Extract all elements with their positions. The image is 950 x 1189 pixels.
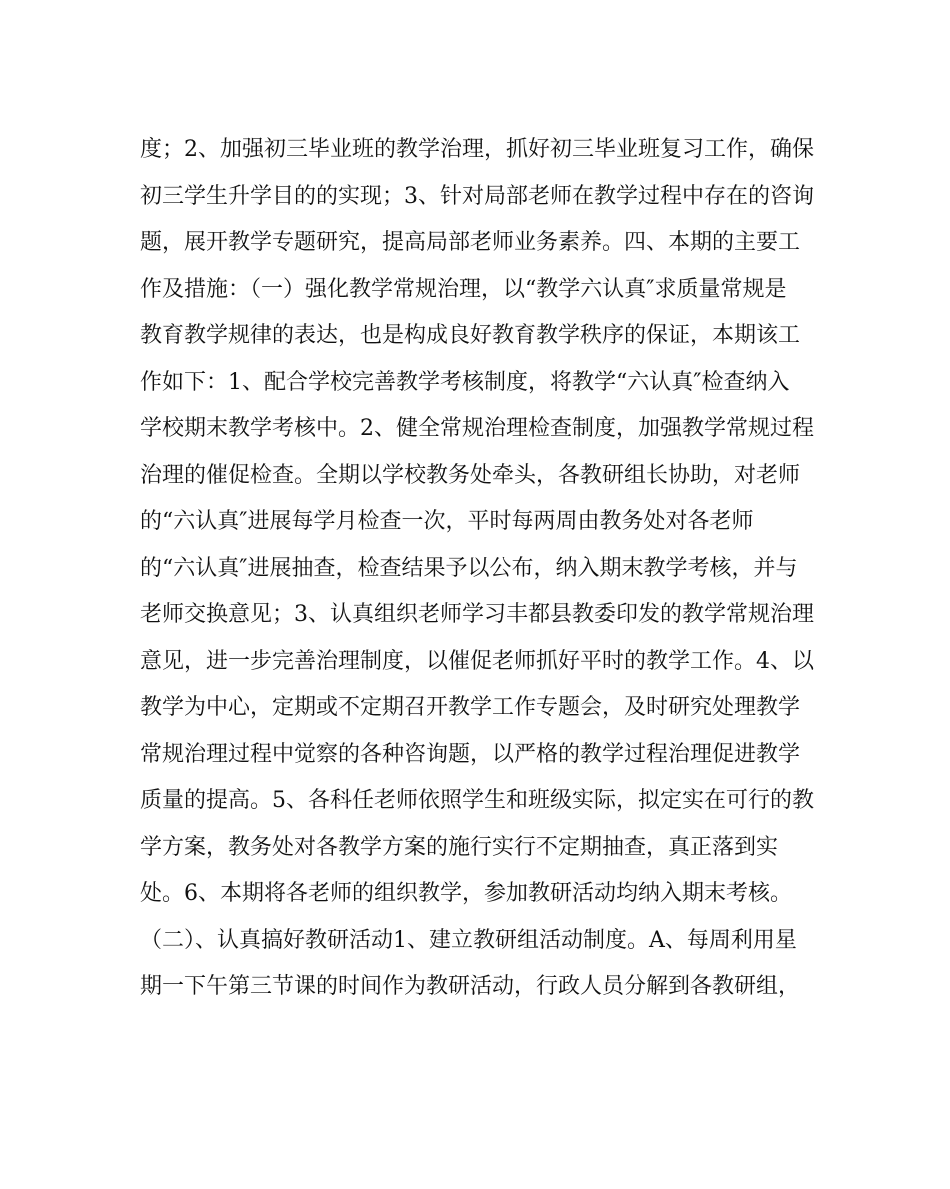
text-line: 作如下：1、配合学校完善教学考核制度，将教学“六认真″检查纳入 bbox=[140, 369, 790, 395]
text-line: 常规治理过程中觉察的各种咨询题，以严格的教学过程治理促进教学 bbox=[140, 741, 801, 767]
text-line: 质量的提高。5、各科任老师依照学生和班级实际，拟定实在可行的教 bbox=[140, 788, 814, 813]
text-line: 作及措施：（一）强化教学常规治理，以“教学六认真″求质量常规是 bbox=[140, 276, 787, 302]
text-line: 学校期末教学考核中。2、健全常规治理检查制度，加强教学常规过程 bbox=[140, 416, 814, 441]
text-line: （二）、认真搞好教研活动1、建立教研组活动制度。A、每周利用星 bbox=[140, 927, 797, 953]
text-line: 的“六认真″进展每学月检查一次，平时每两周由教务处对各老师 bbox=[140, 509, 754, 534]
text-line: 学方案，教务处对各教学方案的施行实行不定期抽查，真正落到实 bbox=[140, 834, 779, 860]
text-line: 教学为中心，定期或不定期召开教学工作专题会，及时研究处理教学 bbox=[140, 695, 801, 720]
text-line: 教育教学规律的表达，也是构成良好教育教学秩序的保证，本期该工 bbox=[140, 323, 801, 348]
text-line: 的“六认真″进展抽查，检查结果予以公布，纳入期末教学考核，并与 bbox=[140, 555, 798, 581]
text-line: 处。6、本期将各老师的组织教学，参加教研活动均纳入期末考核。 bbox=[140, 881, 792, 906]
body-text bbox=[140, 127, 820, 1011]
text-line: 治理的催促检查。全期以学校教务处牵头，各教研组长协助，对老师 bbox=[140, 462, 801, 488]
text-line: 初三学生升学目的的实现；3、针对局部老师在教学过程中存在的咨询 bbox=[140, 183, 814, 209]
text-line: 期一下午第三节课的时间作为教研活动，行政人员分解到各教研组， bbox=[140, 974, 801, 999]
text-line: 题，展开教学专题研究，提高局部老师业务素养。四、本期的主要工 bbox=[140, 230, 801, 255]
text-line: 意见，进一步完善治理制度，以催促老师抓好平时的教学工作。4、以 bbox=[140, 648, 814, 674]
text-line: 度；2、加强初三毕业班的教学治理，抓好初三毕业班复习工作，确保 bbox=[140, 137, 814, 162]
text-line: 老师交换意见；3、认真组织老师学习丰都县教委印发的教学常规治理 bbox=[140, 602, 814, 627]
